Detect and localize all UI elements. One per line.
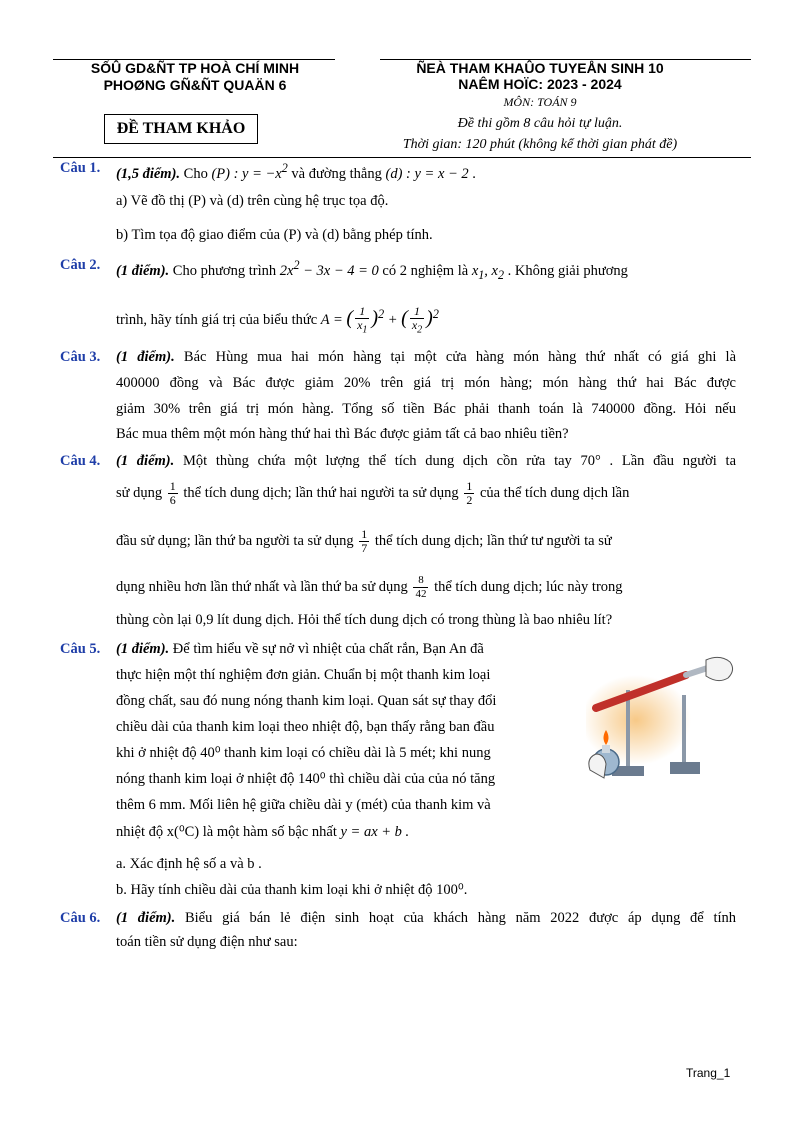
question-4-line2 [116, 480, 736, 507]
fraction-one-seventh: $\frac{1}{7}$ [361, 527, 368, 555]
question-1-part-b: b) Tìm tọa độ giao điểm của (P) và (d) bằng phép tính. [116, 227, 433, 243]
question-1-label: Câu 1. [60, 160, 101, 176]
question-6-points: (1 điểm). [116, 910, 176, 926]
question-3-points: (1 điểm). [116, 349, 175, 365]
question-1-points: (1,5 điểm). [116, 165, 181, 182]
question-4-text-3a: đầu sử dụng; lần thứ ba người ta sử dụng [116, 532, 354, 549]
question-6-line1 [116, 906, 736, 930]
question-5-label: Câu 5. [60, 641, 101, 657]
fraction-one-half: $\frac{1}{2}$ [466, 479, 473, 507]
question-4-text-2b: thể tích dung dịch; lần thứ hai người ta sử dụng [183, 484, 459, 501]
question-4-line3 [116, 528, 736, 555]
question-3-line3: giảm 30% trên giá trị món hàng. Tổng số tiền Bác phải thanh toán là 740000 đồng. Hỏi nếu [116, 401, 736, 417]
question-2-points: (1 điểm). [116, 262, 170, 279]
question-5-line3: đồng chất, sau đó nung nóng thanh kim loại. Quan sát sự thay đổi [116, 693, 497, 709]
exam-time: Thời gian: 120 phút (không kể thời gian phát đề) [402, 137, 678, 152]
question-3-line1 [116, 345, 736, 369]
question-5-text-1: Để tìm hiểu về sự nở vì nhiệt của chất rắn, Bạn An đã [172, 641, 484, 657]
question-2-roots: $x_1$, $x_2$ [471, 262, 505, 282]
question-3-text-1: Bác Hùng mua hai món hàng tại một cửa hàng món hàng thứ nhất có giá ghi là [183, 349, 736, 365]
question-5-line6: nóng thanh kim loại ở nhiệt độ 140⁰ thì chiều dài của của nó tăng [116, 771, 496, 787]
question-4-text-4a: dụng nhiều hơn lần thứ nhất và lần thứ ba sử dụng [116, 578, 408, 595]
question-2-line1 [116, 253, 736, 287]
question-6-line2: toán tiền sử dụng điện như sau: [116, 934, 298, 950]
question-5-line8 [116, 820, 409, 844]
question-2-line2 [116, 302, 439, 336]
question-2-text-c: . Không giải phương [507, 262, 628, 279]
question-2-equation: $2x^2 - 3x - 4 = 0$ [279, 258, 379, 279]
question-3-line4: Bác mua thêm một món hàng thứ hai thì Bác được giảm tất cả bao nhiêu tiền? [116, 426, 569, 442]
thermal-expansion-experiment-image [586, 650, 742, 790]
header-exam-title [380, 60, 700, 92]
question-4-line1 [116, 449, 736, 473]
question-4-line4 [116, 574, 736, 601]
question-4-text-1: Một thùng chứa một lượng thể tích dung dịch cồn rửa tay 70° . Lần đầu người ta [182, 453, 736, 469]
exam-title-line1: ÑEÀ THAM KHAÛO TUYEÅN SINH 10 [416, 60, 664, 76]
question-3-label: Câu 3. [60, 349, 101, 365]
reference-exam-box [104, 114, 258, 144]
fraction-eight-fortytwo: $\frac{8}{42}$ [415, 574, 427, 600]
question-1-stem: (1,5 điểm). Cho (P) : $y = -x^2$ và đường thẳng (d) : y = x − 2 . [116, 161, 476, 182]
question-4-text-2c: của thể tích dung dịch lần [479, 484, 630, 501]
question-1-part-a: a) Vẽ đồ thị (P) và (d) trên cùng hệ trục tọa độ. [116, 193, 389, 209]
question-2-text-d: trình, hãy tính giá trị của biểu thức [116, 311, 318, 328]
question-5-line5: khi ở nhiệt độ 40⁰ thanh kim loại có chiều dài là 5 mét; khi nung [116, 745, 491, 761]
question-1-intro: Cho [183, 165, 208, 182]
department-line1: SỐÛ GD&ÑT TP HOÀ CHÍ MINH [90, 60, 300, 76]
question-5-text-8a: nhiệt độ x(⁰C) là một hàm số bậc nhất [116, 824, 337, 840]
question-4-text-2a: sử dụng [116, 484, 163, 501]
exam-note: Đề thi gồm 8 câu hỏi tự luận. [457, 116, 623, 131]
question-5-line7: thêm 6 mm. Mối liên hệ giữa chiều dài y (mét) của thanh kim và [116, 797, 491, 813]
question-5-part-a: a. Xác định hệ số a và b . [116, 856, 262, 872]
question-2-text-a: Cho phương trình [172, 262, 277, 279]
exam-subject: MÔN: TOÁN 9 [503, 95, 577, 109]
header-department [60, 60, 330, 94]
question-5-line2: thực hiện một thí nghiệm đơn giản. Chuẩn bị một thanh kim loại [116, 667, 491, 683]
fraction-one-sixth: $\frac{1}{6}$ [169, 479, 176, 507]
exam-title-line2: NAÊM HOÏC: 2023 - 2024 [458, 76, 622, 92]
question-1-parabola: (P) : $y = -x^2$ [211, 161, 288, 182]
question-4-text-3b: thể tích dung dịch; lần thứ tư người ta sử [374, 532, 612, 549]
question-2-text-b: có 2 nghiệm là [382, 262, 469, 279]
question-1-line: (d) : y = x − 2 [385, 165, 469, 182]
question-2-label: Câu 2. [60, 257, 101, 273]
question-4-label: Câu 4. [60, 453, 101, 469]
question-4-points: (1 điểm). [116, 453, 175, 469]
question-3-line2: 400000 đồng và Bác được giảm 20% trên giá trị món hàng; món hàng thứ hai Bác được [116, 375, 736, 391]
department-line2: PHOØNG GÑ&ÑT QUAÄN 6 [103, 77, 287, 93]
question-5-part-b: b. Hãy tính chiều dài của thanh kim loại khi ở nhiệt độ 100⁰. [116, 882, 468, 898]
question-5-line4: chiều dài của thanh kim loại theo nhiệt độ, bạn thấy rằng ban đầu [116, 719, 495, 735]
question-5-function: y = ax + b . [340, 824, 410, 840]
question-4-text-4b: thể tích dung dịch; lúc này trong [434, 578, 623, 595]
question-2-expression: A = ( $\frac{1}{x_1}$ )$^2$ + ( $\frac{1}{x_2}$ )$^2$ [320, 303, 439, 336]
question-5-line1 [116, 637, 586, 661]
question-6-text-1: Biểu giá bán lẻ điện sinh hoạt của khách hàng năm 2022 được áp dụng để tính [184, 910, 737, 926]
question-4-line5: thùng còn lại 0,9 lít dung dịch. Hỏi thể tích dung dịch có trong thùng là bao nhiêu lít? [116, 612, 613, 628]
reference-exam-label: ĐỀ THAM KHẢO [116, 120, 246, 137]
page-number: Trang_1 [686, 1066, 731, 1080]
question-5-points: (1 điểm). [116, 641, 170, 657]
question-6-label: Câu 6. [60, 910, 101, 926]
